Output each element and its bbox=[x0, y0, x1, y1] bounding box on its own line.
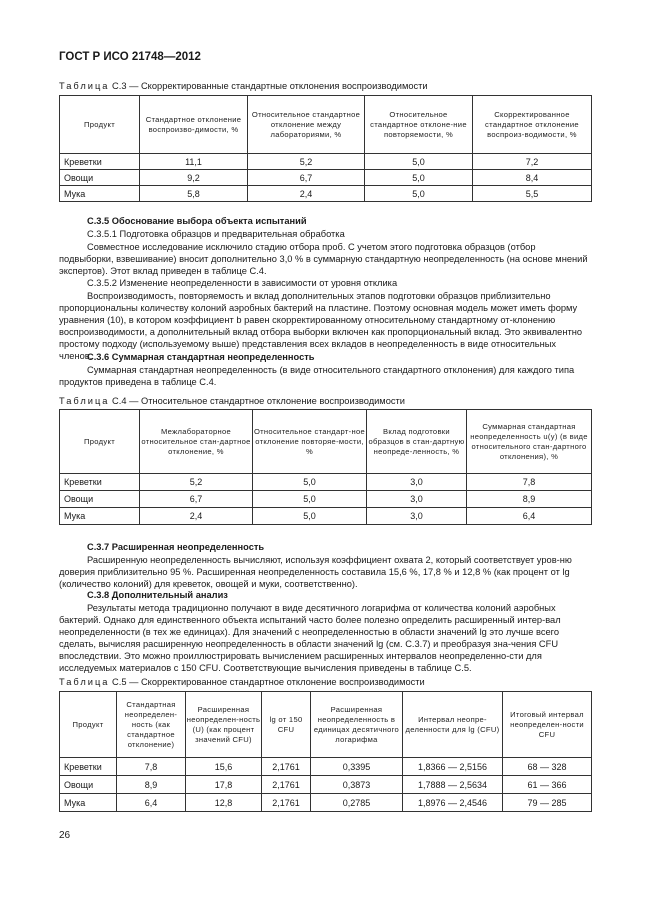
table-cell: 61 — 366 bbox=[503, 776, 592, 794]
table-row bbox=[60, 186, 592, 202]
column-header: Относительное стандартное отклоне-ние повторяемости, % bbox=[365, 96, 473, 154]
page-number: 26 bbox=[59, 830, 71, 841]
table-cell: 0,3873 bbox=[311, 776, 403, 794]
column-header: Расширенная неопределен-ность (U) (как процент значений CFU) bbox=[186, 692, 262, 758]
section-heading: С.3.7 Расширенная неопределенность bbox=[87, 542, 265, 552]
table-c5 bbox=[59, 691, 592, 812]
table-cell: Мука bbox=[60, 508, 140, 525]
table-cell: 79 — 285 bbox=[503, 794, 592, 812]
table-cell: 2,1761 bbox=[262, 794, 311, 812]
column-header: lg от 150 CFU bbox=[262, 692, 311, 758]
table-c4-caption: Таблица С.4 — Относительное стандартное отклонение воспроизводимости bbox=[59, 396, 405, 406]
table-cell: Овощи bbox=[60, 776, 117, 794]
column-header: Стандартное отклонение воспроизво-димости, % bbox=[140, 96, 248, 154]
table-header-row bbox=[60, 410, 592, 474]
table-cell: 6,7 bbox=[140, 491, 253, 508]
table-cell: 5,0 bbox=[253, 474, 367, 491]
table-cell: 5,0 bbox=[253, 491, 367, 508]
column-header: Продукт bbox=[60, 410, 140, 474]
standard-header: ГОСТ Р ИСО 21748—2012 bbox=[59, 51, 201, 63]
table-cell: Мука bbox=[60, 186, 140, 202]
table-row bbox=[60, 776, 592, 794]
table-cell: 1,8366 — 2,5156 bbox=[403, 758, 503, 776]
table-cell: Креветки bbox=[60, 474, 140, 491]
table-cell: 1,7888 — 2,5634 bbox=[403, 776, 503, 794]
table-cell: 5,5 bbox=[473, 186, 592, 202]
section-heading: С.3.5 Обоснование выбора объекта испытаний bbox=[87, 216, 307, 226]
table-cell: 6,4 bbox=[117, 794, 186, 812]
table-cell: 8,4 bbox=[473, 170, 592, 186]
section-heading: С.3.8 Дополнительный анализ bbox=[87, 590, 228, 600]
table-c4 bbox=[59, 409, 592, 525]
table-cell: 17,8 bbox=[186, 776, 262, 794]
table-cell: 8,9 bbox=[467, 491, 592, 508]
table-cell: 7,8 bbox=[117, 758, 186, 776]
table-cell: 9,2 bbox=[140, 170, 248, 186]
table-cell: Овощи bbox=[60, 170, 140, 186]
table-cell: 5,0 bbox=[365, 170, 473, 186]
subsection-heading: С.3.5.1 Подготовка образцов и предварительная обработка bbox=[87, 229, 345, 239]
paragraph: Расширенную неопределенность вычисляют, используя коэффициент охвата 2, который соответствует уров-ню доверия приблизительно 95 %. Расширенная неопределенность составила 15,6 %, 17,8 % и 12,8 % (как процент от lg (количество колоний) для креветок, овощей и муки, соответственно). bbox=[59, 555, 572, 589]
table-cell: 12,8 bbox=[186, 794, 262, 812]
table-cell: 2,4 bbox=[248, 186, 365, 202]
table-cell: 11,1 bbox=[140, 154, 248, 170]
column-header: Межлабораторное относительное стан-дартное отклонение, % bbox=[140, 410, 253, 474]
table-cell: Овощи bbox=[60, 491, 140, 508]
table-header-row bbox=[60, 96, 592, 154]
table-cell: 3,0 bbox=[367, 508, 467, 525]
table-cell: 0,2785 bbox=[311, 794, 403, 812]
table-row bbox=[60, 758, 592, 776]
paragraph: Совместное исследование исключило стадию отбора проб. С учетом этого подготовка образцов (отбор подвыборки, взвешивание) вносит дополнительно 3,0 % в суммарную стандартную неопределенность (на основе мнений экспертов). Этот вклад приведен в таблице С.4. bbox=[59, 242, 588, 276]
table-row bbox=[60, 491, 592, 508]
table-c5-caption: Таблица С.5 — Скорректированное стандартное отклонение воспроизводимости bbox=[59, 677, 425, 687]
table-cell: Креветки bbox=[60, 154, 140, 170]
column-header: Относительное стандартное отклонение между лабораториями, % bbox=[248, 96, 365, 154]
table-cell: 5,8 bbox=[140, 186, 248, 202]
table-cell: 6,4 bbox=[467, 508, 592, 525]
column-header: Вклад подготовки образцов в стан-дартную неопреде-ленность, % bbox=[367, 410, 467, 474]
table-cell: Мука bbox=[60, 794, 117, 812]
paragraph: Суммарная стандартная неопределенность (в виде относительного стандартного отклонения) для каждого типа продуктов приведена в таблице С.4. bbox=[59, 365, 575, 387]
table-cell: 5,0 bbox=[365, 186, 473, 202]
table-cell: 0,3395 bbox=[311, 758, 403, 776]
section-heading: С.3.6 Суммарная стандартная неопределенность bbox=[87, 352, 315, 362]
column-header: Итоговый интервал неопределен-ности CFU bbox=[503, 692, 592, 758]
subsection-heading: С.3.5.2 Изменение неопределенности в зависимости от уровня отклика bbox=[87, 278, 398, 288]
table-cell: 8,9 bbox=[117, 776, 186, 794]
column-header: Стандартная неопределен-ность (как стандартное отклонение) bbox=[117, 692, 186, 758]
column-header: Продукт bbox=[60, 692, 117, 758]
table-cell: 5,0 bbox=[253, 508, 367, 525]
table-row bbox=[60, 170, 592, 186]
table-cell: 68 — 328 bbox=[503, 758, 592, 776]
table-header-row bbox=[60, 692, 592, 758]
table-row bbox=[60, 794, 592, 812]
column-header: Скорректированное стандартное отклонение воспроиз-водимости, % bbox=[473, 96, 592, 154]
table-c3 bbox=[59, 95, 592, 202]
table-cell: 15,6 bbox=[186, 758, 262, 776]
table-cell: 5,2 bbox=[140, 474, 253, 491]
table-cell: 6,7 bbox=[248, 170, 365, 186]
table-cell: 5,0 bbox=[365, 154, 473, 170]
table-cell: 2,1761 bbox=[262, 776, 311, 794]
table-row bbox=[60, 154, 592, 170]
paragraph: Результаты метода традиционно получают в виде десятичного логарифма от количества колоний аэробных бактерий. Однако для единственного объекта испытаний часто более полезно определить расширенный интер-вал неопределенности (в тех же единицах). Для значений с неопределенностью в области значений lg это лучше всего сделать, вычисляя расширенную неопределенность в области значений lg (см. С.3.7) и преобразуя зна-чения CFU впоследствии. Это можно проиллюстрировать вычислением расширенных интервалов неопределенно-сти для исследуемых материалов с 150 CFU. Соответствующие вычисления приведены в таблице С.5. bbox=[59, 603, 561, 673]
column-header: Относительное стандарт-ное отклонение повторяе-мости, % bbox=[253, 410, 367, 474]
column-header: Интервал неопре-деленности для lg (CFU) bbox=[403, 692, 503, 758]
column-header: Расширенная неопределенность в единицах десятичного логарифма bbox=[311, 692, 403, 758]
table-cell: 5,2 bbox=[248, 154, 365, 170]
table-cell: 2,4 bbox=[140, 508, 253, 525]
table-row bbox=[60, 508, 592, 525]
table-cell: 7,2 bbox=[473, 154, 592, 170]
table-cell: 3,0 bbox=[367, 491, 467, 508]
table-cell: 3,0 bbox=[367, 474, 467, 491]
table-cell: 1,8976 — 2,4546 bbox=[403, 794, 503, 812]
table-cell: Креветки bbox=[60, 758, 117, 776]
table-cell: 2,1761 bbox=[262, 758, 311, 776]
table-cell: 7,8 bbox=[467, 474, 592, 491]
column-header: Суммарная стандартная неопределенность u(y) (в виде относительного стан-дартного отклонения), % bbox=[467, 410, 592, 474]
table-row bbox=[60, 474, 592, 491]
paragraph: Воспроизводимость, повторяемость и вклад дополнительных этапов подготовки образцов приблизительно пропорциональны количеству колоний аэробных бактерий на пластине. Поэтому основная модель может иметь форму уравнения (10), в котором коэффициент b равен скорректированному относительному стандартному от-клонению воспроизводимости, а дополнительный вклад отбора выборки включен как пропорциональный вклад. Это эквивалентно простому подходу (используемому выше) представления всех вкладов в неопределенность в виде относительных членов. bbox=[59, 291, 583, 361]
table-c3-caption: Таблица С.3 — Скорректированные стандартные отклонения воспроизводимости bbox=[59, 81, 428, 91]
column-header: Продукт bbox=[60, 96, 140, 154]
